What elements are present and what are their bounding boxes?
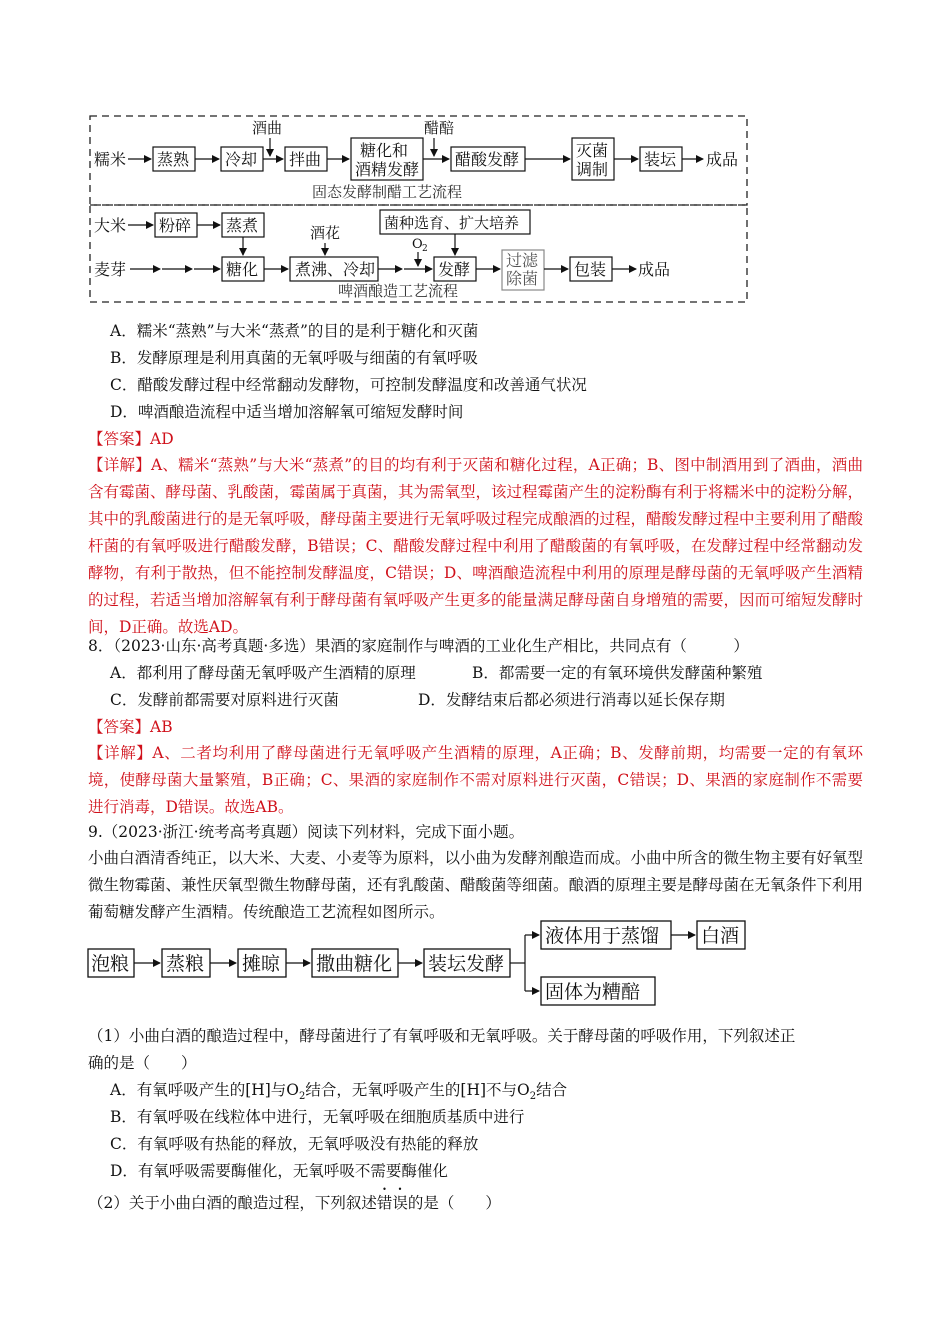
input-jiuqu: 酒曲 [252,119,283,137]
step-lengque: 冷却 [225,150,258,169]
vinegar-start: 糯米 [94,150,127,169]
process-flow-diagram [0,0,950,310]
beer-start-malt: 麦芽 [94,260,127,279]
flow-baijiu: 白酒 [701,925,740,947]
q8-option-b: B．都需要一定的有氧环境供发酵菌种繁殖 [472,664,763,682]
step-cusuan: 醋酸发酵 [455,150,520,169]
q8-option-a: A．都利用了酵母菌无氧呼吸产生酒精的原理 [110,664,416,682]
baijiu-flow-diagram [0,910,950,1020]
input-oxygen: O [412,237,423,252]
step-zhufei: 煮沸、冷却 [295,260,376,279]
q7-answer: 【答案】AD [88,430,174,448]
step-tiaozhi: 调制 [576,160,609,179]
q9-sub1-option-a: A．有氧呼吸产生的[H]与$O_2$结合，无氧呼吸产生的[H]不与$O_2$结合 [110,1081,568,1103]
q9-sub1-option-d: D．有氧呼吸需要酶催化，无氧呼吸不需要酶催化 [110,1162,448,1180]
q9-sub2-stem: （2）关于小曲白酒的酿造过程，下列叙述错误的是（ ） [88,1194,501,1212]
step-banqu: 拌曲 [289,150,322,169]
q9-sub1-option-c: C．有氧呼吸有热能的释放，无氧呼吸没有热能的释放 [110,1135,479,1153]
q8-answer: 【答案】AB [88,718,173,736]
beer-start-rice: 大米 [94,216,127,235]
q7-option-a: A．糯米“蒸熟”与大米“蒸煮”的目的是利于糖化和灭菌 [110,322,479,340]
q7-option-b: B．发酵原理是利用真菌的无氧呼吸与细菌的有氧呼吸 [110,349,478,367]
beer-caption: 啤酒酿造工艺流程 [338,282,459,300]
step-jiujing: 酒精发酵 [355,160,420,179]
q7-option-d: D．啤酒酿造流程中适当增加溶解氧可缩短发酵时间 [110,403,464,421]
flow-zhengliang: 蒸粮 [166,953,205,975]
flow-yeti: 液体用于蒸馏 [545,925,660,947]
input-oxygen-sub: 2 [422,244,428,254]
step-zhuangtan: 装坛 [644,150,677,169]
q8-detail: 【详解】A、二者均利用了酵母菌进行无氧呼吸产生酒精的原理，A正确；B、发酵前期，均需要一定的有氧环境，使酵母菌大量繁殖，B正确；C、果酒的家庭制作不需对原料进行灭菌，C错误；D、果酒的家庭制作不需要进行消毒，D错误。故选AB。 [88,744,863,816]
step-chujun: 除菌 [506,269,539,288]
input-cupei: 醋醅 [424,119,455,137]
q8-option-d: D．发酵结束后都必须进行消毒以延长保存期 [418,691,725,709]
step-zhengshu: 蒸熟 [157,150,190,169]
q8-option-c: C．发酵前都需要对原料进行灭菌 [110,691,339,709]
q8-stem: 8．（2023·山东·高考真题·多选）果酒的家庭制作与啤酒的工业化生产相比，共同点有（ ） [88,637,749,655]
vinegar-caption: 固态发酵制醋工艺流程 [312,183,463,201]
step-zhengzhu: 蒸煮 [226,216,259,235]
emphasis-word: 错误 [376,1194,408,1212]
input-junzhong: 菌种选育、扩大培养 [384,214,520,232]
flow-zhuangtan: 装坛发酵 [428,953,505,975]
step-baozhuang: 包装 [574,260,607,279]
q9-material: 小曲白酒清香纯正，以大米、大麦、小麦等为原料，以小曲为发酵剂酿造而成。小曲中所含的微生物主要有好氧型微生物霉菌、兼性厌氧型微生物酵母菌，还有乳酸菌、醋酸菌等细菌。酿酒的原理主要是酵母菌在无氧条件下利用葡萄糖发酵产生酒精。传统酿造工艺流程如图所示。 [88,849,864,921]
q9-sub1-option-b: B．有氧呼吸在线粒体中进行，无氧呼吸在细胞质基质中进行 [110,1108,525,1126]
flow-tanliang: 摊晾 [242,953,281,975]
q9-sub1-stem-line1: （1）小曲白酒的酿造过程中，酵母菌进行了有氧呼吸和无氧呼吸。关于酵母菌的呼吸作用，下列叙述正 [88,1027,796,1045]
vinegar-end: 成品 [706,150,739,169]
input-jiuhua: 酒花 [310,224,341,242]
flow-guti: 固体为糟醅 [545,981,641,1003]
step-guolv: 过滤 [506,251,539,270]
beer-end: 成品 [638,260,671,279]
step-fajiao: 发酵 [438,260,471,279]
step-miejun: 灭菌 [576,141,609,160]
q9-sub1-stem-line2: 确的是（ ） [88,1054,197,1072]
step-tanghua: 糖化和 [360,141,409,160]
q9-stem: 9.（2023·浙江·统考高考真题）阅读下列材料，完成下面小题。 [88,823,525,841]
step-tanghua2: 糖化 [226,260,259,279]
q7-detail: 【详解】A、糯米“蒸熟”与大米“蒸煮”的目的均有利于灭菌和糖化过程，A正确；B、图中制酒用到了酒曲，酒曲含有霉菌、酵母菌、乳酸菌，霉菌属于真菌，其为需氧型，该过程霉菌产生的淀粉酶有利于将糯米中的淀粉分解，其中的乳酸菌进行的是无氧呼吸，酵母菌主要进行无氧呼吸过程完成酿酒的过程，醋酸发酵过程中主要利用了醋酸杆菌的有氧呼吸进行醋酸发酵，B错误；C、醋酸发酵过程中利用了醋酸菌的有氧呼吸，在发酵过程中经常翻动发酵物，有利于散热，但不能控制发酵温度，C错误；D、啤酒酿造流程中利用的原理是酵母菌的无氧呼吸产生酒精的过程，若适当增加溶解氧有利于酵母菌有氧呼吸产生更多的能量满足酵母菌自身增殖的需要，因而可缩短发酵时间，D正确。故选AD。 [88,456,864,636]
flow-paoliang: 泡粮 [91,953,130,975]
flow-sanqu: 撒曲糖化 [316,953,393,975]
step-fensui: 粉碎 [159,216,192,235]
q7-option-c: C．醋酸发酵过程中经常翻动发酵物，可控制发酵温度和改善通气状况 [110,376,587,394]
